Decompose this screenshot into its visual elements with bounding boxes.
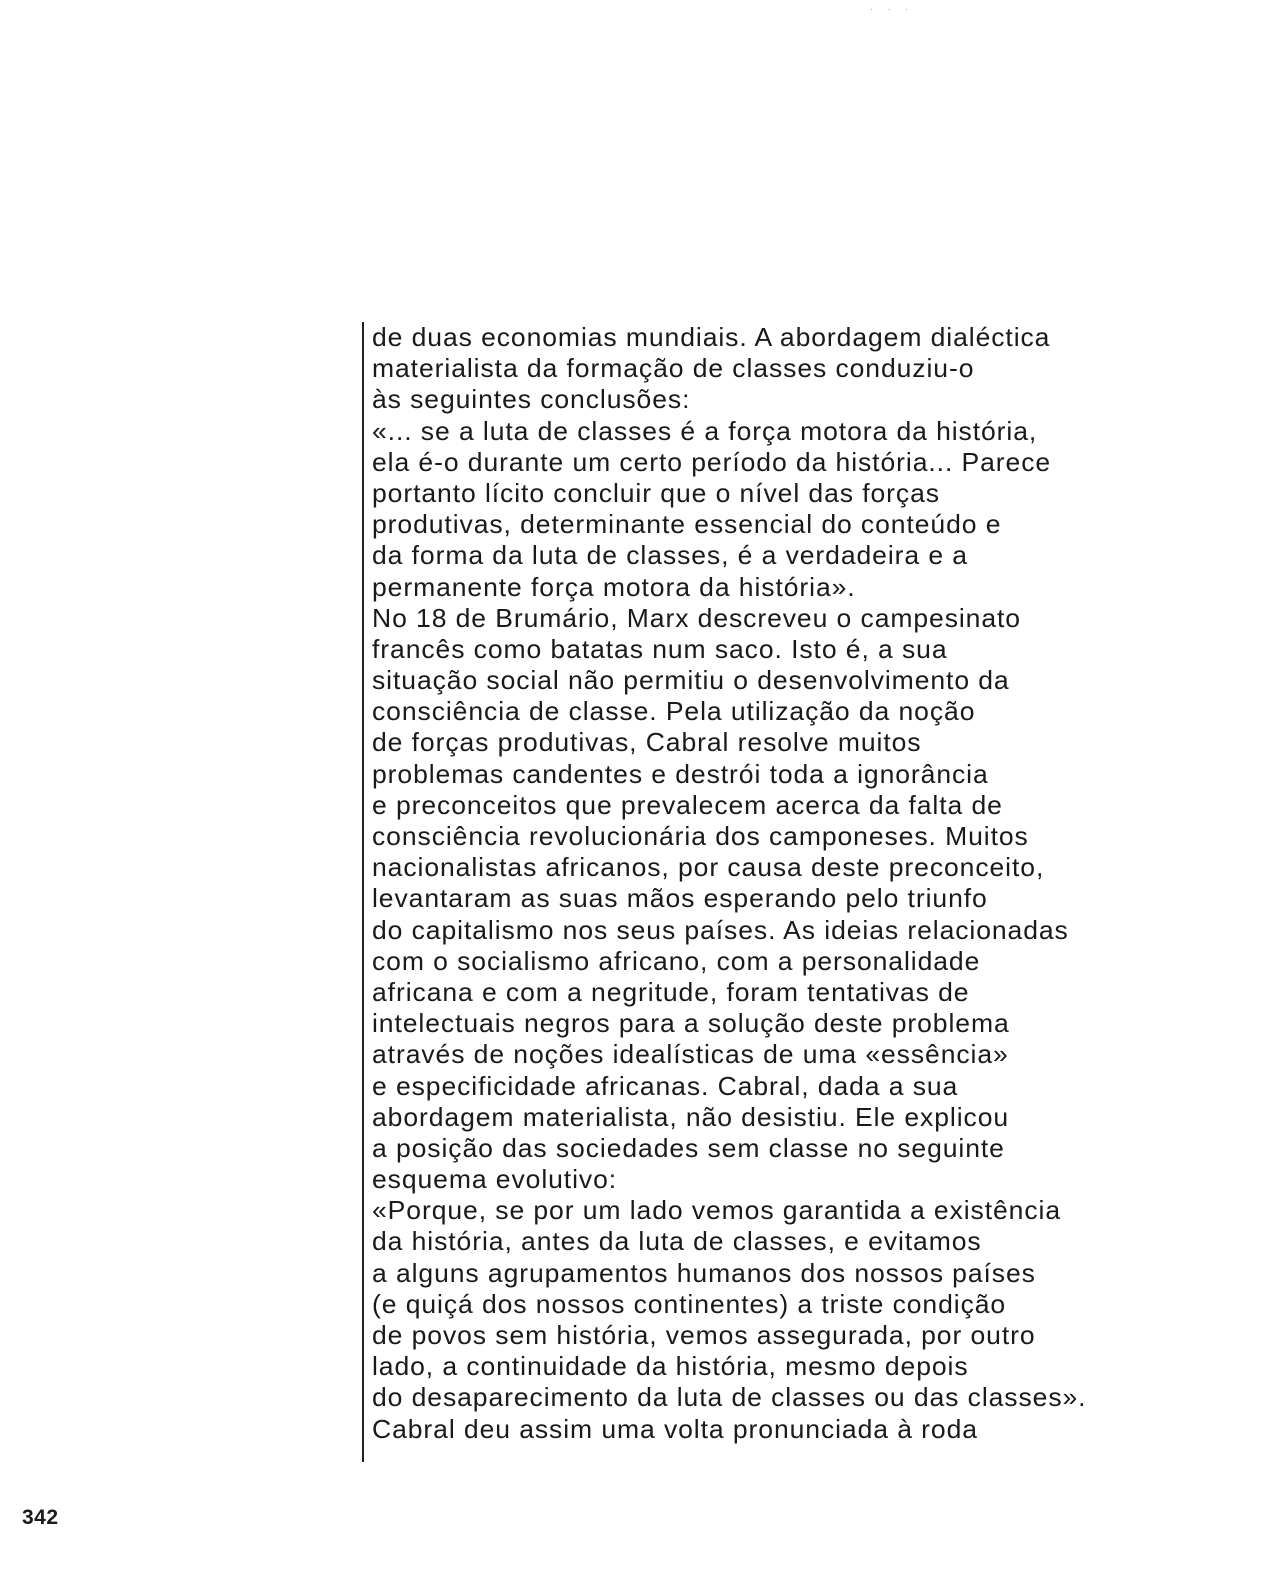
text-line: através de noções idealísticas de uma «essência»: [372, 1039, 1009, 1070]
text-line: consciência de classe. Pela utilização da noção: [372, 696, 976, 727]
text-line: No 18 de Brumário, Marx descreveu o campesinato: [372, 602, 1021, 633]
scan-specks: · · ·: [870, 4, 914, 14]
text-line: francês como batatas num saco. Isto é, a sua: [372, 633, 948, 664]
text-line: com o socialismo africano, com a personalidade: [372, 945, 981, 976]
margin-rule: [362, 322, 364, 1462]
text-line: da forma da luta de classes, é a verdadeira e a: [372, 540, 968, 571]
text-line: situação social não permitiu o desenvolvimento da: [372, 665, 1010, 696]
text-line: a posição das sociedades sem classe no seguinte: [372, 1132, 1005, 1163]
text-line: a alguns agrupamentos humanos dos nossos países: [372, 1257, 1036, 1288]
text-line: de povos sem história, vemos assegurada, por outro: [372, 1320, 1036, 1350]
text-line: e preconceitos que prevalecem acerca da falta de: [372, 789, 1003, 820]
text-line: Cabral deu assim uma volta pronunciada à roda: [372, 1413, 978, 1444]
text-line: (e quiçá dos nossos continentes) a triste condição: [372, 1288, 1007, 1319]
text-line: africana e com a negritude, foram tentativas de: [372, 976, 970, 1007]
text-line: «... se a luta de classes é a força motora da história,: [372, 415, 1038, 446]
text-line: da história, antes da luta de classes, e evitamos: [372, 1226, 982, 1257]
text-line: esquema evolutivo:: [372, 1164, 618, 1195]
text-line: «Porque, se por um lado vemos garantida a existência: [372, 1195, 1062, 1226]
text-line: intelectuais negros para a solução deste problema: [372, 1008, 1010, 1039]
text-line: produtivas, determinante essencial do conteúdo e: [372, 509, 1002, 540]
text-line: permanente força motora da história».: [372, 571, 856, 602]
text-line: portanto lícito concluir que o nível das forças: [372, 477, 940, 508]
text-line: problemas candentes e destrói toda a ignorância: [372, 758, 989, 789]
text-line: levantaram as suas mãos esperando pelo triunfo: [372, 883, 988, 914]
text-line: lado, a continuidade da história, mesmo depois: [372, 1351, 969, 1382]
text-line: às seguintes conclusões:: [372, 384, 691, 415]
page-number: 342: [22, 1506, 59, 1529]
text-line: e especificidade africanas. Cabral, dada a sua: [372, 1070, 959, 1101]
text-line: do capitalismo nos seus países. As ideias relacionadas: [372, 914, 1069, 945]
text-line: de duas economias mundiais. A abordagem dialéctica: [372, 322, 1051, 352]
text-line: ela é-o durante um certo período da história... Parece: [372, 446, 1052, 477]
text-line: consciência revolucionária dos camponeses. Muitos: [372, 821, 1029, 851]
text-line: abordagem materialista, não desistiu. Ele explicou: [372, 1101, 1010, 1132]
text-line: materialista da formação de classes conduziu-o: [372, 353, 975, 384]
text-line: nacionalistas africanos, por causa deste preconceito,: [372, 852, 1045, 883]
text-line: de forças produtivas, Cabral resolve muitos: [372, 727, 922, 758]
body-text: [372, 322, 1202, 1445]
text-line: do desaparecimento da luta de classes ou das classes».: [372, 1382, 1087, 1413]
